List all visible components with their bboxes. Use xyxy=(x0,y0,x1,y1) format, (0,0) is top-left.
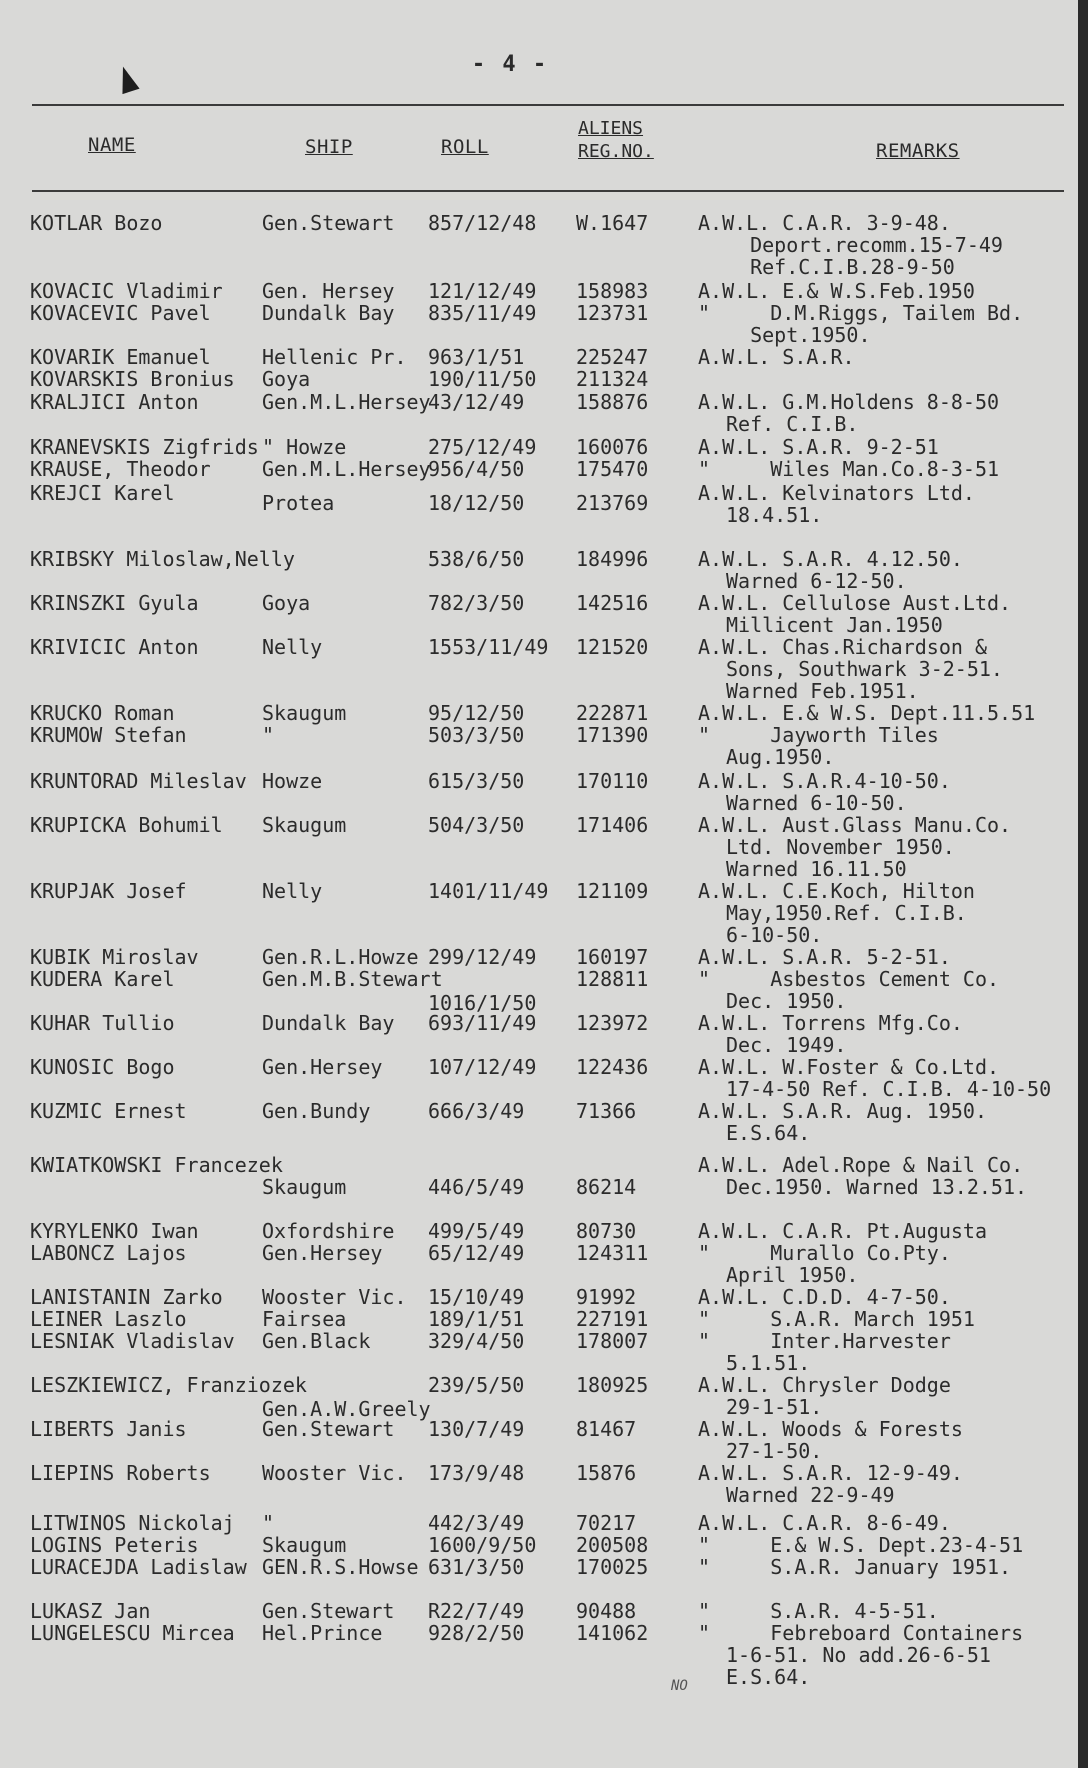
entry-ship: Gen.Hersey xyxy=(262,1055,383,1079)
entry-roll: 189/1/51 xyxy=(428,1307,525,1331)
entry-name: LEINER Laszlo xyxy=(30,1307,187,1331)
entry-remark-line: A.W.L. S.A.R. 4.12.50. xyxy=(698,547,963,571)
entry-roll: 928/2/50 xyxy=(428,1621,525,1645)
entry-name: KRANEVSKIS Zigfrids xyxy=(30,435,259,459)
entry-name: LIBERTS Janis xyxy=(30,1417,187,1441)
entry-remark-line: " S.A.R. March 1951 xyxy=(698,1307,975,1331)
entry-roll: 173/9/48 xyxy=(428,1461,525,1485)
entry-reg-no: 178007 xyxy=(576,1329,649,1353)
entry-reg-no: 70217 xyxy=(576,1511,637,1535)
entry-ship: Hel.Prince xyxy=(262,1621,383,1645)
entry-reg-no: 86214 xyxy=(576,1175,637,1199)
entry-roll: 329/4/50 xyxy=(428,1329,525,1353)
entry-reg-no: 171406 xyxy=(576,813,649,837)
entry-reg-no: 227191 xyxy=(576,1307,649,1331)
entry-name: KOVACEVIC Pavel xyxy=(30,301,211,325)
entry-ship: Gen.Black xyxy=(262,1329,371,1353)
entry-name: KREJCI Karel xyxy=(30,481,175,505)
entry-ship: Gen.Stewart xyxy=(262,211,395,235)
entry-remark-line: A.W.L. S.A.R. 12-9-49. xyxy=(698,1461,963,1485)
entry-reg-no: 158876 xyxy=(576,390,649,414)
entry-roll: 442/3/49 xyxy=(428,1511,525,1535)
entry-name: KRIVICIC Anton xyxy=(30,635,199,659)
entry-remark-line: 29-1-51. xyxy=(726,1395,823,1419)
entry-name: LUNGELESCU Mircea xyxy=(30,1621,235,1645)
entry-remark-line: Warned 22-9-49 xyxy=(726,1483,895,1507)
entry-reg-no: 71366 xyxy=(576,1099,637,1123)
header-aliens: ALIENS xyxy=(578,118,644,139)
entry-ship: " xyxy=(262,1511,275,1535)
entry-roll: 835/11/49 xyxy=(428,301,537,325)
entry-remark-line: Dec.1950. Warned 13.2.51. xyxy=(726,1175,1028,1199)
entry-remark-line: A.W.L. Woods & Forests xyxy=(698,1417,963,1441)
entry-reg-no: 124311 xyxy=(576,1241,649,1265)
entry-reg-no: 175470 xyxy=(576,457,649,481)
entry-roll: 857/12/48 xyxy=(428,211,537,235)
header-name: NAME xyxy=(88,134,136,156)
entry-roll: 18/12/50 xyxy=(428,491,525,515)
entry-remark-line: Ref. C.I.B. xyxy=(726,412,859,436)
entry-ship: Skaugum xyxy=(262,701,347,725)
entry-reg-no: 160197 xyxy=(576,945,649,969)
entry-remark-line: A.W.L. C.A.R. Pt.Augusta xyxy=(698,1219,987,1243)
entry-ship: Gen.M.B.Stewart xyxy=(262,967,443,991)
entry-remark-line: 18.4.51. xyxy=(726,503,823,527)
entry-name: KWIATKOWSKI Francezek xyxy=(30,1153,283,1177)
entry-ship: Dundalk Bay xyxy=(262,1011,395,1035)
page-number: - 4 - xyxy=(471,52,549,77)
entry-roll: 95/12/50 xyxy=(428,701,525,725)
entry-reg-no: 225247 xyxy=(576,345,649,369)
entry-roll: 190/11/50 xyxy=(428,367,537,391)
entry-name: KRINSZKI Gyula xyxy=(30,591,199,615)
entry-remark-line: Ref.C.I.B.28-9-50 xyxy=(726,255,955,279)
entry-remark-line: A.W.L. S.A.R.4-10-50. xyxy=(698,769,951,793)
entry-ship: Gen.M.L.Hersey xyxy=(262,457,431,481)
entry-remark-line: A.W.L. E.& W.S. Dept.11.5.51 xyxy=(698,701,1036,725)
entry-ship: Nelly xyxy=(262,879,323,903)
entry-remark-line: 27-1-50. xyxy=(726,1439,823,1463)
entry-name: LABONCZ Lajos xyxy=(30,1241,187,1265)
entry-name: KUBIK Miroslav xyxy=(30,945,199,969)
entry-remark-line: A.W.L. S.A.R. 9-2-51 xyxy=(698,435,939,459)
entry-remark-line: A.W.L. W.Foster & Co.Ltd. xyxy=(698,1055,1000,1079)
entry-roll: 299/12/49 xyxy=(428,945,537,969)
entry-ship: Dundalk Bay xyxy=(262,301,395,325)
entry-name: KUDERA Karel xyxy=(30,967,175,991)
entry-remark-line: " Asbestos Cement Co. xyxy=(698,967,1000,991)
entry-roll: 782/3/50 xyxy=(428,591,525,615)
entry-remark-line: " S.A.R. January 1951. xyxy=(698,1555,1012,1579)
entry-reg-no: W.1647 xyxy=(576,211,649,235)
entry-remark-line: May,1950.Ref. C.I.B. xyxy=(726,901,967,925)
entry-roll: 107/12/49 xyxy=(428,1055,537,1079)
entry-roll: 666/3/49 xyxy=(428,1099,525,1123)
entry-reg-no: 123731 xyxy=(576,301,649,325)
entry-name: KOVARIK Emanuel xyxy=(30,345,211,369)
entry-ship: Nelly xyxy=(262,635,323,659)
entry-roll: 1016/1/50 xyxy=(428,991,537,1015)
entry-remark-line: A.W.L. Kelvinators Ltd. xyxy=(698,481,975,505)
entry-remark-line: A.W.L. C.E.Koch, Hilton xyxy=(698,879,975,903)
entry-remark-line: A.W.L. S.A.R. 5-2-51. xyxy=(698,945,951,969)
entry-remark-line: Warned Feb.1951. xyxy=(726,679,919,703)
entry-reg-no: 128811 xyxy=(576,967,649,991)
entry-roll: 1553/11/49 xyxy=(428,635,549,659)
entry-ship: Goya xyxy=(262,367,311,391)
entry-roll: 43/12/49 xyxy=(428,390,525,414)
entry-name: LESNIAK Vladislav xyxy=(30,1329,235,1353)
entry-remark-line: " D.M.Riggs, Tailem Bd. xyxy=(698,301,1024,325)
entry-roll: 15/10/49 xyxy=(428,1285,525,1309)
entry-roll: 963/1/51 xyxy=(428,345,525,369)
entry-remark-line: Dec. 1950. xyxy=(726,989,847,1013)
entry-remark-line: Warned 6-10-50. xyxy=(726,791,907,815)
entry-reg-no: 171390 xyxy=(576,723,649,747)
entry-ship: Oxfordshire xyxy=(262,1219,395,1243)
entry-reg-no: 122436 xyxy=(576,1055,649,1079)
entry-reg-no: 200508 xyxy=(576,1533,649,1557)
entry-remark-line: A.W.L. Adel.Rope & Nail Co. xyxy=(698,1153,1024,1177)
header-remarks: REMARKS xyxy=(876,140,960,162)
ink-mark-icon xyxy=(114,64,139,94)
entry-ship: Wooster Vic. xyxy=(262,1285,407,1309)
entry-name: KOVARSKIS Bronius xyxy=(30,367,235,391)
entry-remark-line: April 1950. xyxy=(726,1263,859,1287)
entry-reg-no: 91992 xyxy=(576,1285,637,1309)
entry-remark-line: Warned 16.11.50 xyxy=(726,857,907,881)
entry-reg-no: 121109 xyxy=(576,879,649,903)
entry-remark-line: Warned 6-12-50. xyxy=(726,569,907,593)
entry-ship: Skaugum xyxy=(262,1533,347,1557)
entry-reg-no: 158983 xyxy=(576,279,649,303)
header-ship: SHIP xyxy=(305,136,353,158)
entry-name: KUZMIC Ernest xyxy=(30,1099,187,1123)
entry-roll: 275/12/49 xyxy=(428,435,537,459)
entry-remark-line: " S.A.R. 4-5-51. xyxy=(698,1599,939,1623)
entry-remark-line: " Wiles Man.Co.8-3-51 xyxy=(698,457,1000,481)
entry-name: KRIBSKY Miloslaw,Nelly xyxy=(30,547,295,571)
entry-roll: 956/4/50 xyxy=(428,457,525,481)
entry-remark-line: E.S.64. xyxy=(726,1121,811,1145)
entry-roll: 503/3/50 xyxy=(428,723,525,747)
entry-reg-no: 184996 xyxy=(576,547,649,571)
top-rule xyxy=(32,104,1064,106)
entry-reg-no: 180925 xyxy=(576,1373,649,1397)
entry-ship: " Howze xyxy=(262,435,347,459)
header-rule xyxy=(32,190,1064,192)
entry-reg-no: 160076 xyxy=(576,435,649,459)
entry-roll: 1401/11/49 xyxy=(428,879,549,903)
entry-name: LESZKIEWICZ, Franziozek xyxy=(30,1373,307,1397)
entry-remark-line: " Febreboard Containers xyxy=(698,1621,1024,1645)
entry-roll: 1600/9/50 xyxy=(428,1533,537,1557)
entry-remark-line: A.W.L. G.M.Holdens 8-8-50 xyxy=(698,390,1000,414)
entry-roll: 130/7/49 xyxy=(428,1417,525,1441)
entry-remark-line: A.W.L. C.A.R. 8-6-49. xyxy=(698,1511,951,1535)
entry-ship: " xyxy=(262,723,275,747)
entry-reg-no: 121520 xyxy=(576,635,649,659)
entry-ship: Gen.Bundy xyxy=(262,1099,371,1123)
header-roll: ROLL xyxy=(441,136,489,158)
entry-reg-no: 213769 xyxy=(576,491,649,515)
entry-roll: 446/5/49 xyxy=(428,1175,525,1199)
entry-ship: Gen.Stewart xyxy=(262,1417,395,1441)
entry-name: LURACEJDA Ladislaw xyxy=(30,1555,247,1579)
entry-remark-line: 6-10-50. xyxy=(726,923,823,947)
entry-name: KUHAR Tullio xyxy=(30,1011,175,1035)
entry-remark-line: Dec. 1949. xyxy=(726,1033,847,1057)
entry-name: KRUNTORAD Mileslav xyxy=(30,769,247,793)
entry-remark-line: A.W.L. Chas.Richardson & xyxy=(698,635,987,659)
entry-ship: Gen.M.L.Hersey xyxy=(262,390,431,414)
entry-ship: Gen.R.L.Howze xyxy=(262,945,419,969)
entry-roll: 121/12/49 xyxy=(428,279,537,303)
entry-name: KRALJICI Anton xyxy=(30,390,199,414)
entry-roll: 239/5/50 xyxy=(428,1373,525,1397)
entry-reg-no: 170025 xyxy=(576,1555,649,1579)
entry-reg-no: 142516 xyxy=(576,591,649,615)
entry-roll: 615/3/50 xyxy=(428,769,525,793)
entry-ship: Wooster Vic. xyxy=(262,1461,407,1485)
entry-roll: 538/6/50 xyxy=(428,547,525,571)
entry-remark-line: A.W.L. Chrysler Dodge xyxy=(698,1373,951,1397)
entry-name: LIEPINS Roberts xyxy=(30,1461,211,1485)
entry-ship: Gen.Stewart xyxy=(262,1599,395,1623)
entry-reg-no: 141062 xyxy=(576,1621,649,1645)
entry-remark-line: A.W.L. S.A.R. Aug. 1950. xyxy=(698,1099,987,1123)
entry-reg-no: 222871 xyxy=(576,701,649,725)
entry-remark-line: Sept.1950. xyxy=(726,323,871,347)
entry-name: LUKASZ Jan xyxy=(30,1599,151,1623)
entry-remark-line: Deport.recomm.15-7-49 xyxy=(726,233,1003,257)
entry-remark-line: E.S.64. xyxy=(726,1665,811,1689)
entry-remark-line: A.W.L. S.A.R. xyxy=(698,345,855,369)
entry-remark-line: " E.& W.S. Dept.23-4-51 xyxy=(698,1533,1024,1557)
entry-remark-line: A.W.L. C.A.R. 3-9-48. xyxy=(698,211,951,235)
entry-ship: Protea xyxy=(262,491,335,515)
entry-name: KYRYLENKO Iwan xyxy=(30,1219,199,1243)
entry-remark-line: " Murallo Co.Pty. xyxy=(698,1241,951,1265)
entry-reg-no: 170110 xyxy=(576,769,649,793)
entry-ship: Gen. Hersey xyxy=(262,279,395,303)
entry-remark-line: A.W.L. Cellulose Aust.Ltd. xyxy=(698,591,1012,615)
entry-ship: Skaugum xyxy=(262,813,347,837)
entry-name: KOTLAR Bozo xyxy=(30,211,163,235)
entry-reg-no: 123972 xyxy=(576,1011,649,1035)
entry-name: KRAUSE, Theodor xyxy=(30,457,211,481)
entry-remark-line: 1-6-51. No add.26-6-51 xyxy=(726,1643,991,1667)
entry-name: KOVACIC Vladimir xyxy=(30,279,223,303)
entry-remark-line: A.W.L. C.D.D. 4-7-50. xyxy=(698,1285,951,1309)
entry-roll: 504/3/50 xyxy=(428,813,525,837)
entry-roll: 499/5/49 xyxy=(428,1219,525,1243)
header-regno: REG.NO. xyxy=(578,141,654,162)
handwritten-stamp: NO xyxy=(671,1678,688,1694)
entry-remark-line: " Jayworth Tiles xyxy=(698,723,939,747)
entry-name: KRUPICKA Bohumil xyxy=(30,813,223,837)
entry-remark-line: " Inter.Harvester xyxy=(698,1329,951,1353)
entry-ship: Skaugum xyxy=(262,1175,347,1199)
entry-roll: 65/12/49 xyxy=(428,1241,525,1265)
entry-remark-line: A.W.L. Torrens Mfg.Co. xyxy=(698,1011,963,1035)
entry-name: LOGINS Peteris xyxy=(30,1533,199,1557)
entry-reg-no: 211324 xyxy=(576,367,649,391)
entry-remark-line: Aug.1950. xyxy=(726,745,835,769)
entry-roll: 631/3/50 xyxy=(428,1555,525,1579)
entry-ship: Goya xyxy=(262,591,311,615)
entry-reg-no: 15876 xyxy=(576,1461,637,1485)
entry-remark-line: 17-4-50 Ref. C.I.B. 4-10-50 xyxy=(726,1077,1052,1101)
entry-name: KRUMOW Stefan xyxy=(30,723,187,747)
entry-remark-line: Ltd. November 1950. xyxy=(726,835,955,859)
entry-ship: Howze xyxy=(262,769,323,793)
entry-ship: Fairsea xyxy=(262,1307,347,1331)
entry-reg-no: 81467 xyxy=(576,1417,637,1441)
entry-name: KRUPJAK Josef xyxy=(30,879,187,903)
entry-reg-no: 90488 xyxy=(576,1599,637,1623)
entry-reg-no: 80730 xyxy=(576,1219,637,1243)
entry-remark-line: A.W.L. E.& W.S.Feb.1950 xyxy=(698,279,975,303)
entry-ship: GEN.R.S.Howse xyxy=(262,1555,419,1579)
entry-ship: Gen.Hersey xyxy=(262,1241,383,1265)
entry-roll: R22/7/49 xyxy=(428,1599,525,1623)
entry-name: LITWINOS Nickolaj xyxy=(30,1511,235,1535)
entry-name: LANISTANIN Zarko xyxy=(30,1285,223,1309)
entry-remark-line: 5.1.51. xyxy=(726,1351,811,1375)
entry-remark-line: A.W.L. Aust.Glass Manu.Co. xyxy=(698,813,1012,837)
entry-remark-line: Sons, Southwark 3-2-51. xyxy=(726,657,1003,681)
entry-ship: Hellenic Pr. xyxy=(262,345,407,369)
entry-name: KUNOSIC Bogo xyxy=(30,1055,175,1079)
entry-ship: Gen.A.W.Greely xyxy=(262,1397,431,1421)
entry-name: KRUCKO Roman xyxy=(30,701,175,725)
entry-roll: 693/11/49 xyxy=(428,1011,537,1035)
entry-remark-line: Millicent Jan.1950 xyxy=(726,613,943,637)
